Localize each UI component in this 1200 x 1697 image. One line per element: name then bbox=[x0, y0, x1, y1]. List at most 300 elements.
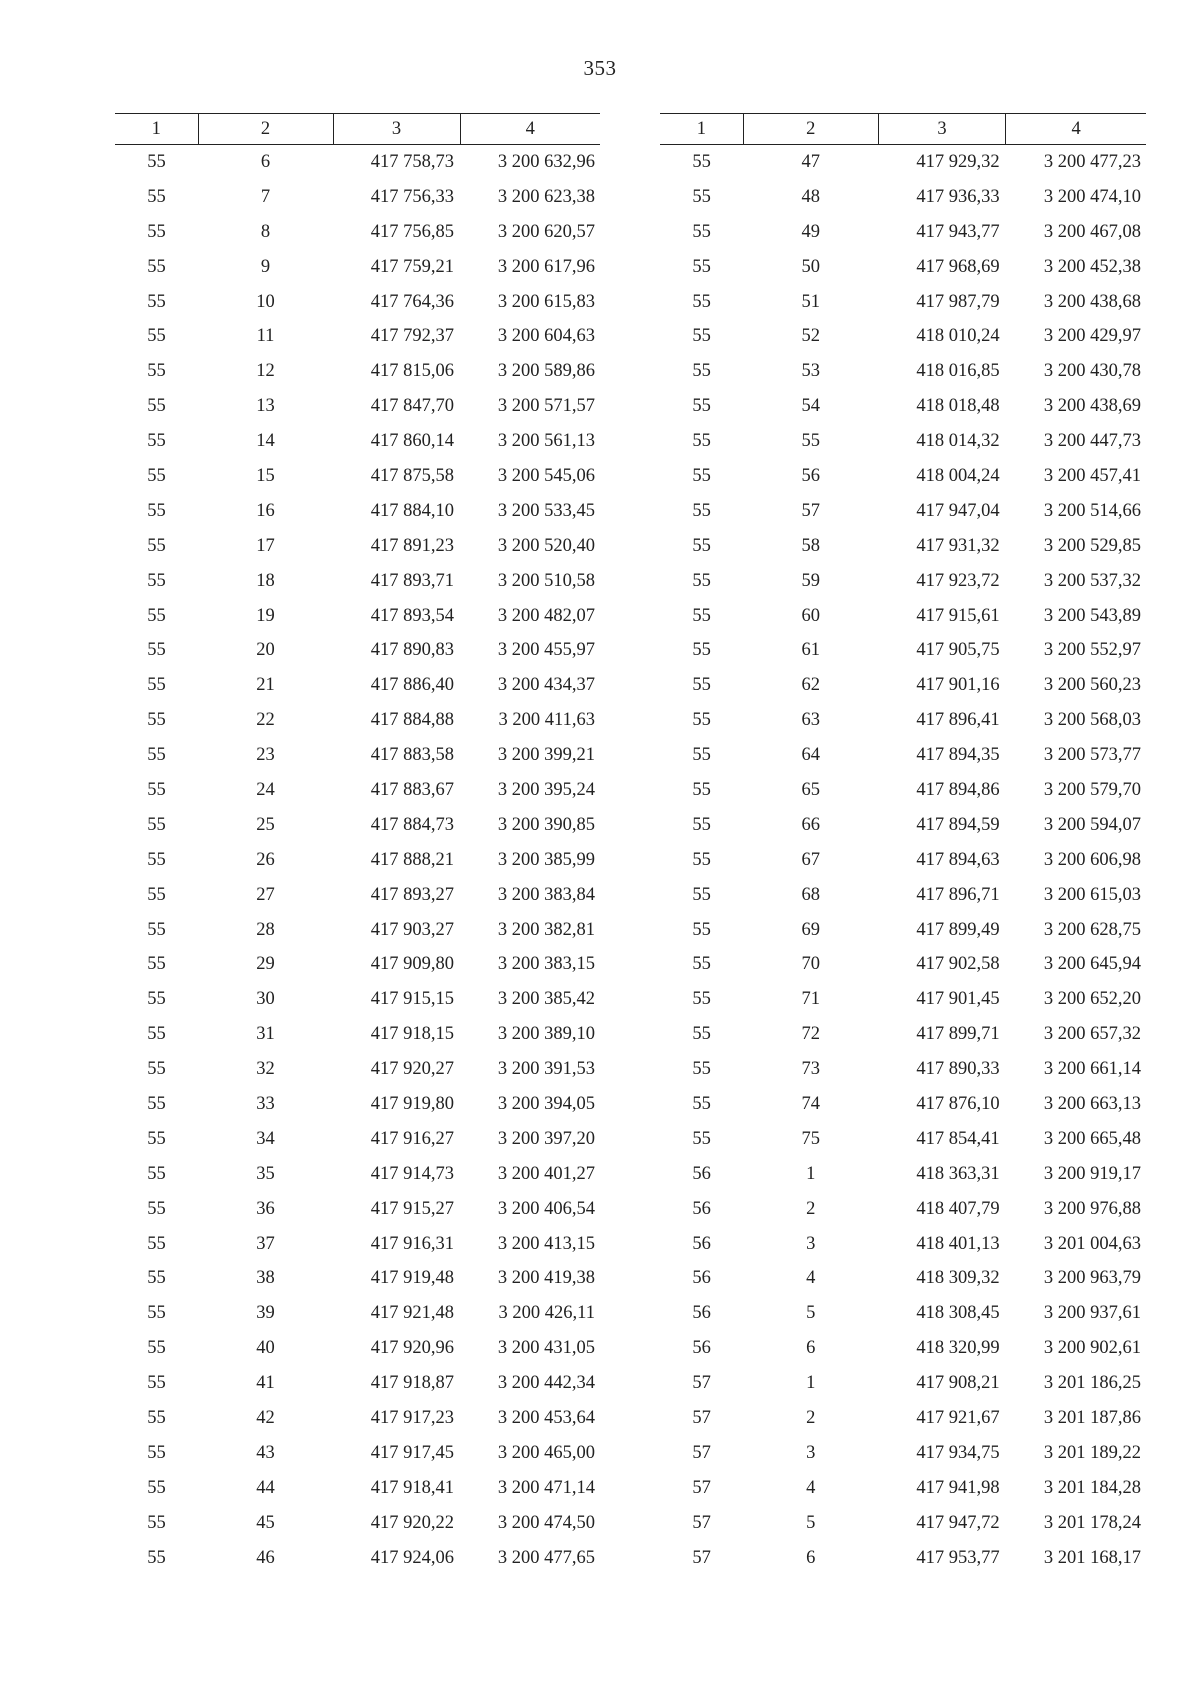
point-number-cell: 12 bbox=[256, 361, 275, 382]
plot-number-cell: 55 bbox=[147, 151, 166, 172]
y-coordinate-cell: 3 200 620,57 bbox=[497, 221, 595, 242]
point-number-cell: 3 bbox=[806, 1442, 816, 1463]
point-number-cell: 9 bbox=[260, 256, 271, 277]
table-row bbox=[115, 808, 600, 843]
y-coordinate-cell: 3 200 623,38 bbox=[497, 186, 595, 207]
table-row bbox=[660, 529, 1146, 564]
table-row bbox=[115, 738, 600, 773]
y-coordinate-cell: 3 200 543,89 bbox=[1043, 605, 1141, 626]
plot-number-cell: 55 bbox=[692, 849, 711, 870]
point-number-cell: 58 bbox=[801, 535, 821, 556]
plot-number-cell: 55 bbox=[692, 291, 711, 312]
y-coordinate-cell: 3 201 178,24 bbox=[1043, 1512, 1141, 1533]
point-number-cell: 31 bbox=[256, 1024, 275, 1045]
table-row bbox=[115, 1122, 600, 1157]
table-row bbox=[660, 1227, 1146, 1262]
y-coordinate-cell: 3 200 537,32 bbox=[1043, 570, 1141, 591]
point-number-cell: 54 bbox=[801, 396, 821, 417]
y-coordinate-cell: 3 200 383,84 bbox=[497, 884, 595, 905]
table-row bbox=[115, 529, 600, 564]
point-number-cell: 2 bbox=[806, 1408, 816, 1428]
table-row bbox=[115, 1541, 600, 1576]
x-coordinate-cell: 418 014,32 bbox=[916, 431, 1000, 452]
x-coordinate-cell: 417 764,36 bbox=[370, 291, 454, 312]
y-coordinate-cell: 3 200 465,00 bbox=[497, 1442, 595, 1463]
table-row bbox=[660, 982, 1146, 1017]
plot-number-cell: 55 bbox=[147, 1163, 166, 1184]
x-coordinate-cell: 417 815,06 bbox=[370, 361, 454, 382]
y-coordinate-cell: 3 200 632,96 bbox=[497, 151, 595, 172]
plot-number-cell: 55 bbox=[147, 1512, 166, 1533]
plot-number-cell: 55 bbox=[692, 814, 711, 835]
point-number-cell: 24 bbox=[256, 779, 275, 800]
plot-number-cell: 55 bbox=[147, 640, 166, 661]
plot-number-cell: 55 bbox=[692, 256, 711, 277]
point-number-cell: 15 bbox=[256, 465, 275, 486]
table-row bbox=[115, 215, 600, 250]
x-coordinate-cell: 417 909,80 bbox=[370, 954, 454, 975]
x-coordinate-cell: 417 875,58 bbox=[370, 465, 454, 486]
table-row bbox=[115, 145, 600, 180]
x-coordinate-cell: 417 886,40 bbox=[370, 675, 454, 696]
x-coordinate-cell: 417 919,48 bbox=[370, 1268, 454, 1289]
plot-number-cell: 57 bbox=[692, 1512, 711, 1533]
point-number-cell: 5 bbox=[806, 1512, 816, 1533]
table-row bbox=[660, 1541, 1146, 1576]
table-row bbox=[660, 424, 1146, 459]
x-coordinate-cell: 417 923,72 bbox=[916, 570, 1000, 591]
plot-number-cell: 57 bbox=[692, 1408, 711, 1428]
table-row bbox=[660, 1366, 1146, 1401]
y-coordinate-cell: 3 200 628,75 bbox=[1043, 919, 1141, 940]
point-number-cell: 6 bbox=[806, 1547, 816, 1568]
table-row bbox=[115, 1017, 600, 1052]
plot-number-cell: 56 bbox=[692, 1198, 711, 1219]
x-coordinate-cell: 417 920,22 bbox=[370, 1512, 454, 1533]
table-row bbox=[115, 1366, 600, 1401]
table-row bbox=[115, 982, 600, 1017]
x-coordinate-cell: 417 908,21 bbox=[916, 1373, 1000, 1394]
point-number-cell: 49 bbox=[801, 221, 821, 242]
table-row bbox=[115, 1506, 600, 1541]
y-coordinate-cell: 3 200 397,20 bbox=[497, 1128, 595, 1149]
table-row bbox=[660, 668, 1146, 703]
table-row bbox=[660, 599, 1146, 634]
plot-number-cell: 55 bbox=[147, 989, 166, 1010]
point-number-cell: 33 bbox=[256, 1093, 275, 1114]
table-body-right bbox=[660, 145, 1146, 1576]
y-coordinate-cell: 3 200 426,11 bbox=[498, 1303, 595, 1324]
y-coordinate-cell: 3 200 474,10 bbox=[1043, 186, 1141, 207]
plot-number-cell: 55 bbox=[147, 221, 166, 242]
plot-number-cell: 55 bbox=[147, 1373, 166, 1394]
point-number-cell: 40 bbox=[256, 1338, 275, 1359]
x-coordinate-cell: 417 914,73 bbox=[370, 1163, 454, 1184]
x-coordinate-cell: 417 953,77 bbox=[916, 1547, 1000, 1568]
y-coordinate-cell: 3 200 399,21 bbox=[497, 745, 595, 766]
y-coordinate-cell: 3 201 004,63 bbox=[1043, 1233, 1141, 1254]
table-row bbox=[660, 215, 1146, 250]
y-coordinate-cell: 3 200 552,97 bbox=[1043, 640, 1141, 661]
point-number-cell: 60 bbox=[801, 605, 821, 626]
point-number-cell: 55 bbox=[801, 431, 821, 452]
point-number-cell: 56 bbox=[801, 465, 821, 486]
point-number-cell: 6 bbox=[260, 151, 271, 172]
x-coordinate-cell: 418 018,48 bbox=[916, 396, 1000, 417]
table-row bbox=[660, 1506, 1146, 1541]
plot-number-cell: 55 bbox=[692, 640, 711, 661]
plot-number-cell: 55 bbox=[147, 291, 166, 312]
point-number-cell: 72 bbox=[801, 1024, 821, 1045]
y-coordinate-cell: 3 200 383,15 bbox=[497, 954, 595, 975]
point-number-cell: 52 bbox=[801, 326, 821, 347]
plot-number-cell: 55 bbox=[692, 500, 711, 521]
table-row bbox=[115, 703, 600, 738]
point-number-cell: 34 bbox=[256, 1128, 275, 1149]
y-coordinate-cell: 3 200 477,23 bbox=[1043, 151, 1141, 172]
x-coordinate-cell: 417 920,96 bbox=[370, 1338, 454, 1359]
x-coordinate-cell: 417 756,85 bbox=[370, 221, 454, 242]
table-row bbox=[660, 703, 1146, 738]
point-number-cell: 2 bbox=[806, 1198, 816, 1219]
y-coordinate-cell: 3 200 963,79 bbox=[1043, 1268, 1141, 1289]
header-row bbox=[115, 114, 600, 145]
point-number-cell: 13 bbox=[256, 396, 275, 417]
table-row bbox=[115, 633, 600, 668]
point-number-cell: 48 bbox=[801, 186, 821, 207]
point-number-cell: 18 bbox=[256, 570, 275, 591]
plot-number-cell: 55 bbox=[692, 745, 711, 766]
y-coordinate-cell: 3 200 474,50 bbox=[497, 1512, 595, 1533]
table-row bbox=[660, 913, 1146, 948]
point-number-cell: 68 bbox=[801, 884, 821, 905]
plot-number-cell: 55 bbox=[147, 1128, 166, 1149]
y-coordinate-cell: 3 200 442,34 bbox=[497, 1373, 595, 1394]
column-header-1: 1 bbox=[660, 114, 743, 145]
y-coordinate-cell: 3 200 457,41 bbox=[1043, 465, 1141, 486]
x-coordinate-cell: 417 921,67 bbox=[916, 1408, 1000, 1428]
point-number-cell: 17 bbox=[256, 535, 275, 556]
plot-number-cell: 55 bbox=[147, 884, 166, 905]
y-coordinate-cell: 3 200 510,58 bbox=[497, 570, 595, 591]
plot-number-cell: 56 bbox=[692, 1338, 711, 1359]
plot-number-cell: 55 bbox=[147, 326, 166, 347]
plot-number-cell: 55 bbox=[692, 361, 711, 382]
point-number-cell: 4 bbox=[806, 1268, 816, 1289]
table-row bbox=[115, 878, 600, 913]
point-number-cell: 4 bbox=[806, 1477, 816, 1498]
plot-number-cell: 55 bbox=[147, 186, 166, 207]
x-coordinate-cell: 418 308,45 bbox=[916, 1303, 1000, 1324]
table-row bbox=[115, 494, 600, 529]
point-number-cell: 29 bbox=[256, 954, 275, 975]
plot-number-cell: 55 bbox=[147, 605, 166, 626]
point-number-cell: 22 bbox=[256, 710, 275, 731]
x-coordinate-cell: 417 890,83 bbox=[370, 640, 454, 661]
x-coordinate-cell: 417 918,15 bbox=[370, 1024, 454, 1045]
plot-number-cell: 55 bbox=[692, 779, 711, 800]
y-coordinate-cell: 3 200 606,98 bbox=[1043, 849, 1141, 870]
y-coordinate-cell: 3 200 937,61 bbox=[1043, 1303, 1141, 1324]
table-row bbox=[115, 1227, 600, 1262]
plot-number-cell: 55 bbox=[692, 396, 711, 417]
x-coordinate-cell: 417 884,73 bbox=[370, 814, 454, 835]
page-number: 353 bbox=[583, 56, 617, 80]
y-coordinate-cell: 3 200 560,23 bbox=[1043, 675, 1141, 696]
plot-number-cell: 55 bbox=[147, 1547, 166, 1568]
y-coordinate-cell: 3 200 389,10 bbox=[497, 1024, 595, 1045]
x-coordinate-cell: 417 894,35 bbox=[916, 745, 1000, 766]
x-coordinate-cell: 417 876,10 bbox=[916, 1093, 1000, 1114]
point-number-cell: 46 bbox=[256, 1547, 275, 1568]
y-coordinate-cell: 3 200 571,57 bbox=[497, 396, 595, 417]
plot-number-cell: 55 bbox=[147, 1024, 166, 1045]
y-coordinate-cell: 3 200 395,24 bbox=[497, 779, 595, 800]
point-number-cell: 65 bbox=[801, 779, 821, 800]
y-coordinate-cell: 3 200 573,77 bbox=[1043, 745, 1141, 766]
y-coordinate-cell: 3 200 447,73 bbox=[1043, 431, 1141, 452]
y-coordinate-cell: 3 200 663,13 bbox=[1043, 1093, 1141, 1114]
x-coordinate-cell: 417 847,70 bbox=[370, 396, 454, 417]
y-coordinate-cell: 3 200 665,48 bbox=[1043, 1128, 1141, 1149]
table-row bbox=[115, 1471, 600, 1506]
x-coordinate-cell: 417 884,88 bbox=[370, 710, 454, 731]
point-number-cell: 74 bbox=[801, 1093, 821, 1114]
point-number-cell: 45 bbox=[256, 1512, 275, 1533]
table-row bbox=[660, 145, 1146, 180]
plot-number-cell: 55 bbox=[692, 570, 711, 591]
point-number-cell: 23 bbox=[256, 745, 275, 766]
plot-number-cell: 55 bbox=[147, 361, 166, 382]
x-coordinate-cell: 417 936,33 bbox=[916, 186, 1000, 207]
plot-number-cell: 55 bbox=[147, 535, 166, 556]
table-row bbox=[115, 1296, 600, 1331]
point-number-cell: 21 bbox=[256, 675, 275, 696]
point-number-cell: 8 bbox=[260, 221, 271, 242]
point-number-cell: 16 bbox=[256, 500, 275, 521]
x-coordinate-cell: 417 792,37 bbox=[370, 326, 454, 347]
x-coordinate-cell: 418 004,24 bbox=[916, 465, 1000, 486]
plot-number-cell: 55 bbox=[147, 954, 166, 975]
y-coordinate-cell: 3 200 919,17 bbox=[1043, 1163, 1141, 1184]
plot-number-cell: 55 bbox=[147, 570, 166, 591]
table-row bbox=[115, 843, 600, 878]
table-row bbox=[660, 1192, 1146, 1227]
x-coordinate-cell: 417 919,80 bbox=[370, 1093, 454, 1114]
table-row bbox=[660, 180, 1146, 215]
plot-number-cell: 55 bbox=[692, 989, 711, 1010]
point-number-cell: 70 bbox=[801, 954, 821, 975]
x-coordinate-cell: 417 860,14 bbox=[370, 431, 454, 452]
plot-number-cell: 56 bbox=[692, 1163, 711, 1184]
x-coordinate-cell: 417 920,27 bbox=[370, 1059, 454, 1080]
table-row bbox=[660, 459, 1146, 494]
point-number-cell: 26 bbox=[256, 849, 275, 870]
plot-number-cell: 55 bbox=[692, 465, 711, 486]
x-coordinate-cell: 417 759,21 bbox=[370, 256, 454, 277]
plot-number-cell: 55 bbox=[147, 465, 166, 486]
x-coordinate-cell: 417 883,58 bbox=[370, 745, 454, 766]
point-number-cell: 50 bbox=[801, 256, 821, 277]
x-coordinate-cell: 417 888,21 bbox=[370, 849, 454, 870]
table-row bbox=[660, 1401, 1146, 1436]
point-number-cell: 36 bbox=[256, 1198, 275, 1219]
plot-number-cell: 55 bbox=[692, 954, 711, 975]
coordinates-table-right bbox=[660, 113, 1146, 1576]
table-row bbox=[660, 1262, 1146, 1297]
plot-number-cell: 55 bbox=[147, 745, 166, 766]
point-number-cell: 64 bbox=[801, 745, 821, 766]
x-coordinate-cell: 417 894,63 bbox=[916, 849, 1000, 870]
table-row bbox=[660, 1471, 1146, 1506]
table-row bbox=[115, 773, 600, 808]
table-row bbox=[115, 285, 600, 320]
plot-number-cell: 55 bbox=[147, 256, 166, 277]
table-row bbox=[115, 947, 600, 982]
x-coordinate-cell: 417 921,48 bbox=[370, 1303, 454, 1324]
table-row bbox=[115, 1192, 600, 1227]
x-coordinate-cell: 417 883,67 bbox=[370, 779, 454, 800]
point-number-cell: 5 bbox=[806, 1303, 816, 1324]
y-coordinate-cell: 3 200 545,06 bbox=[497, 465, 595, 486]
table-row bbox=[660, 738, 1146, 773]
x-coordinate-cell: 417 943,77 bbox=[916, 221, 1000, 242]
plot-number-cell: 55 bbox=[147, 1233, 166, 1254]
x-coordinate-cell: 417 987,79 bbox=[916, 291, 1000, 312]
x-coordinate-cell: 417 894,59 bbox=[916, 814, 1000, 835]
y-coordinate-cell: 3 200 385,99 bbox=[497, 849, 595, 870]
y-coordinate-cell: 3 200 434,37 bbox=[497, 675, 595, 696]
x-coordinate-cell: 417 901,45 bbox=[916, 989, 1000, 1010]
plot-number-cell: 55 bbox=[147, 431, 166, 452]
y-coordinate-cell: 3 201 187,86 bbox=[1043, 1408, 1141, 1428]
y-coordinate-cell: 3 200 604,63 bbox=[497, 326, 595, 347]
x-coordinate-cell: 417 924,06 bbox=[370, 1547, 454, 1568]
x-coordinate-cell: 417 916,27 bbox=[370, 1128, 454, 1149]
point-number-cell: 30 bbox=[256, 989, 275, 1010]
plot-number-cell: 55 bbox=[147, 1268, 166, 1289]
x-coordinate-cell: 418 309,32 bbox=[916, 1268, 1000, 1289]
x-coordinate-cell: 417 902,58 bbox=[916, 954, 1000, 975]
x-coordinate-cell: 417 899,49 bbox=[916, 919, 1000, 940]
y-coordinate-cell: 3 200 568,03 bbox=[1043, 710, 1141, 731]
point-number-cell: 71 bbox=[801, 989, 821, 1010]
x-coordinate-cell: 417 918,87 bbox=[370, 1373, 454, 1394]
plot-number-cell: 55 bbox=[692, 186, 711, 207]
table-row bbox=[660, 633, 1146, 668]
x-coordinate-cell: 417 929,32 bbox=[916, 151, 1000, 172]
plot-number-cell: 55 bbox=[692, 1059, 711, 1080]
y-coordinate-cell: 3 201 189,22 bbox=[1043, 1442, 1141, 1463]
point-number-cell: 47 bbox=[801, 151, 821, 172]
y-coordinate-cell: 3 200 401,27 bbox=[497, 1163, 595, 1184]
y-coordinate-cell: 3 201 184,28 bbox=[1043, 1477, 1141, 1498]
plot-number-cell: 55 bbox=[147, 919, 166, 940]
y-coordinate-cell: 3 200 617,96 bbox=[497, 256, 595, 277]
x-coordinate-cell: 418 401,13 bbox=[916, 1233, 1000, 1254]
table-row bbox=[115, 1436, 600, 1471]
table-row bbox=[115, 180, 600, 215]
x-coordinate-cell: 417 854,41 bbox=[916, 1128, 1000, 1149]
y-coordinate-cell: 3 200 589,86 bbox=[497, 361, 595, 382]
point-number-cell: 57 bbox=[801, 500, 821, 521]
y-coordinate-cell: 3 200 661,14 bbox=[1043, 1059, 1141, 1080]
y-coordinate-cell: 3 200 529,85 bbox=[1043, 535, 1141, 556]
point-number-cell: 73 bbox=[801, 1059, 821, 1080]
plot-number-cell: 55 bbox=[692, 151, 711, 172]
plot-number-cell: 55 bbox=[692, 1024, 711, 1045]
y-coordinate-cell: 3 200 419,38 bbox=[497, 1268, 595, 1289]
point-number-cell: 62 bbox=[801, 675, 821, 696]
table-row bbox=[660, 319, 1146, 354]
plot-number-cell: 57 bbox=[692, 1373, 711, 1394]
point-number-cell: 11 bbox=[256, 326, 275, 347]
table-row bbox=[115, 599, 600, 634]
table-row bbox=[115, 1052, 600, 1087]
table-row bbox=[115, 459, 600, 494]
y-coordinate-cell: 3 200 533,45 bbox=[497, 500, 595, 521]
point-number-cell: 32 bbox=[256, 1059, 275, 1080]
y-coordinate-cell: 3 200 482,07 bbox=[497, 605, 595, 626]
table-row bbox=[115, 913, 600, 948]
x-coordinate-cell: 417 968,69 bbox=[916, 256, 1000, 277]
x-coordinate-cell: 417 893,54 bbox=[370, 605, 454, 626]
x-coordinate-cell: 418 320,99 bbox=[916, 1338, 1000, 1359]
y-coordinate-cell: 3 200 394,05 bbox=[497, 1093, 595, 1114]
x-coordinate-cell: 417 890,33 bbox=[916, 1059, 1000, 1080]
table-row bbox=[660, 878, 1146, 913]
plot-number-cell: 55 bbox=[692, 710, 711, 731]
plot-number-cell: 55 bbox=[147, 814, 166, 835]
column-header-1: 1 bbox=[115, 114, 198, 145]
plot-number-cell: 55 bbox=[692, 1128, 711, 1149]
point-number-cell: 63 bbox=[801, 710, 821, 731]
x-coordinate-cell: 417 931,32 bbox=[916, 535, 1000, 556]
point-number-cell: 61 bbox=[801, 640, 821, 661]
x-coordinate-cell: 418 016,85 bbox=[916, 361, 1000, 382]
y-coordinate-cell: 3 200 615,83 bbox=[497, 291, 595, 312]
y-coordinate-cell: 3 200 579,70 bbox=[1043, 779, 1141, 800]
x-coordinate-cell: 417 896,41 bbox=[916, 710, 1000, 731]
y-coordinate-cell: 3 200 406,54 bbox=[497, 1198, 595, 1219]
x-coordinate-cell: 417 905,75 bbox=[916, 640, 1000, 661]
table-row bbox=[660, 354, 1146, 389]
header-row bbox=[660, 114, 1146, 145]
x-coordinate-cell: 417 894,86 bbox=[916, 779, 1000, 800]
y-coordinate-cell: 3 200 391,53 bbox=[497, 1059, 595, 1080]
table-row bbox=[660, 494, 1146, 529]
point-number-cell: 1 bbox=[806, 1373, 816, 1394]
table-body-left bbox=[115, 145, 600, 1576]
x-coordinate-cell: 417 893,27 bbox=[370, 884, 454, 905]
y-coordinate-cell: 3 200 411,63 bbox=[498, 710, 595, 731]
x-coordinate-cell: 417 915,61 bbox=[916, 605, 1000, 626]
y-coordinate-cell: 3 200 467,08 bbox=[1043, 221, 1141, 242]
y-coordinate-cell: 3 200 385,42 bbox=[497, 989, 595, 1010]
table-row bbox=[660, 773, 1146, 808]
y-coordinate-cell: 3 200 429,97 bbox=[1043, 326, 1141, 347]
table-row bbox=[115, 354, 600, 389]
y-coordinate-cell: 3 200 438,69 bbox=[1043, 396, 1141, 417]
table-row bbox=[115, 668, 600, 703]
plot-number-cell: 55 bbox=[147, 779, 166, 800]
point-number-cell: 25 bbox=[256, 814, 275, 835]
x-coordinate-cell: 417 941,98 bbox=[916, 1477, 1000, 1498]
plot-number-cell: 55 bbox=[147, 675, 166, 696]
coordinates-table-left bbox=[115, 113, 600, 1576]
plot-number-cell: 55 bbox=[147, 849, 166, 870]
table-row bbox=[115, 424, 600, 459]
